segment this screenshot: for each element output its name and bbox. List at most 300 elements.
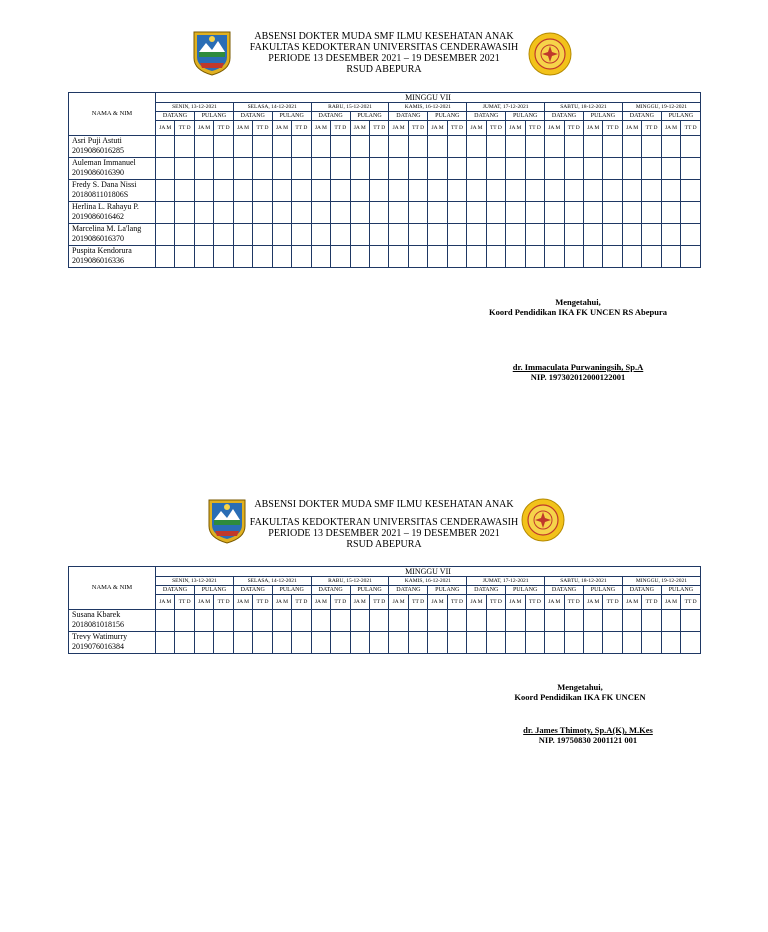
table-row — [69, 158, 701, 180]
attendance-cell[interactable] — [389, 610, 408, 632]
attendance-cell[interactable] — [642, 158, 661, 180]
attendance-cell[interactable] — [175, 158, 194, 180]
shift-header: PULANG — [272, 112, 311, 121]
attendance-cell[interactable] — [408, 246, 427, 268]
shift-header: PULANG — [428, 112, 467, 121]
attendance-cell[interactable] — [253, 180, 272, 202]
attendance-cell[interactable] — [194, 158, 213, 180]
unit-header: TT D — [253, 121, 272, 136]
day-header: KAMIS, 16-12-2021 — [389, 103, 467, 112]
attendance-cell[interactable] — [272, 224, 291, 246]
day-header: SABTU, 18-12-2021 — [545, 103, 623, 112]
attendance-cell[interactable] — [214, 610, 233, 632]
attendance-cell[interactable] — [525, 224, 544, 246]
shift-header-row — [69, 112, 701, 121]
attendance-cell[interactable] — [156, 246, 175, 268]
attendance-cell[interactable] — [545, 202, 564, 224]
student-cell — [69, 246, 156, 268]
shift-header: PULANG — [661, 586, 700, 595]
student-cell — [69, 136, 156, 158]
attendance-cell[interactable] — [564, 610, 583, 632]
attendance-cell[interactable] — [311, 224, 330, 246]
attendance-cell[interactable] — [661, 224, 680, 246]
attendance-cell[interactable] — [292, 158, 311, 180]
attendance-cell[interactable] — [525, 610, 544, 632]
attendance-cell[interactable] — [486, 180, 505, 202]
attendance-cell[interactable] — [253, 136, 272, 158]
unit-header: JA M — [156, 595, 175, 610]
attendance-cell[interactable] — [661, 136, 680, 158]
attendance-cell[interactable] — [564, 158, 583, 180]
day-header-row — [69, 577, 701, 586]
attendance-cell[interactable] — [175, 202, 194, 224]
attendance-cell[interactable] — [583, 224, 602, 246]
attendance-cell[interactable] — [350, 202, 369, 224]
attendance-cell[interactable] — [486, 158, 505, 180]
shift-header: PULANG — [272, 586, 311, 595]
attendance-cell[interactable] — [447, 180, 466, 202]
attendance-cell[interactable] — [156, 158, 175, 180]
attendance-cell[interactable] — [583, 246, 602, 268]
attendance-cell[interactable] — [408, 202, 427, 224]
attendance-cell[interactable] — [389, 246, 408, 268]
attendance-cell[interactable] — [583, 632, 602, 654]
attendance-cell[interactable] — [447, 632, 466, 654]
header-faculty: FAKULTAS KEDOKTERAN UNIVERSITAS CENDERAWASIH — [249, 42, 519, 53]
attendance-cell[interactable] — [292, 180, 311, 202]
attendance-cell[interactable] — [214, 632, 233, 654]
attendance-cell[interactable] — [389, 202, 408, 224]
attendance-cell[interactable] — [564, 246, 583, 268]
attendance-cell[interactable] — [350, 224, 369, 246]
attendance-cell[interactable] — [350, 246, 369, 268]
attendance-cell[interactable] — [292, 136, 311, 158]
attendance-cell[interactable] — [681, 610, 701, 632]
attendance-cell[interactable] — [447, 202, 466, 224]
attendance-cell[interactable] — [194, 224, 213, 246]
attendance-cell[interactable] — [564, 136, 583, 158]
attendance-cell[interactable] — [272, 158, 291, 180]
attendance-cell[interactable] — [467, 158, 486, 180]
attendance-cell[interactable] — [408, 158, 427, 180]
attendance-cell[interactable] — [331, 180, 350, 202]
attendance-cell[interactable] — [194, 202, 213, 224]
student-name: Trevy Watimurry — [72, 632, 128, 641]
attendance-cell[interactable] — [214, 180, 233, 202]
attendance-cell[interactable] — [253, 246, 272, 268]
attendance-cell[interactable] — [661, 632, 680, 654]
week-label: MINGGU VII — [156, 93, 701, 103]
attendance-cell[interactable] — [214, 202, 233, 224]
attendance-cell[interactable] — [661, 610, 680, 632]
attendance-cell[interactable] — [661, 202, 680, 224]
attendance-cell[interactable] — [583, 136, 602, 158]
attendance-cell[interactable] — [272, 136, 291, 158]
shift-header: DATANG — [156, 112, 195, 121]
acknowledged-label: Mengetahui, — [557, 682, 603, 692]
attendance-cell[interactable] — [603, 136, 622, 158]
unit-header: JA M — [389, 595, 408, 610]
attendance-cell[interactable] — [311, 158, 330, 180]
attendance-cell[interactable] — [331, 610, 350, 632]
unit-header: JA M — [311, 121, 330, 136]
attendance-cell[interactable] — [408, 632, 427, 654]
shift-header: DATANG — [156, 586, 195, 595]
attendance-cell[interactable] — [272, 202, 291, 224]
unit-header: TT D — [564, 595, 583, 610]
attendance-cell[interactable] — [642, 180, 661, 202]
attendance-cell[interactable] — [506, 136, 525, 158]
attendance-cell[interactable] — [467, 180, 486, 202]
week-header-row — [69, 567, 701, 577]
attendance-cell[interactable] — [428, 610, 447, 632]
attendance-cell[interactable] — [428, 224, 447, 246]
attendance-cell[interactable] — [642, 202, 661, 224]
attendance-cell[interactable] — [369, 180, 388, 202]
attendance-cell[interactable] — [156, 632, 175, 654]
attendance-cell[interactable] — [194, 136, 213, 158]
attendance-cell[interactable] — [175, 632, 194, 654]
attendance-cell[interactable] — [622, 136, 641, 158]
attendance-cell[interactable] — [408, 136, 427, 158]
unit-header: TT D — [603, 595, 622, 610]
attendance-cell[interactable] — [545, 158, 564, 180]
attendance-cell[interactable] — [253, 202, 272, 224]
day-header: RABU, 15-12-2021 — [311, 577, 389, 586]
attendance-cell[interactable] — [350, 610, 369, 632]
attendance-cell[interactable] — [622, 202, 641, 224]
attendance-cell[interactable] — [194, 610, 213, 632]
attendance-cell[interactable] — [331, 136, 350, 158]
attendance-cell[interactable] — [428, 246, 447, 268]
attendance-cell[interactable] — [214, 136, 233, 158]
attendance-cell[interactable] — [681, 202, 701, 224]
attendance-cell[interactable] — [603, 632, 622, 654]
unit-header: TT D — [603, 121, 622, 136]
attendance-cell[interactable] — [681, 180, 701, 202]
attendance-cell[interactable] — [175, 224, 194, 246]
attendance-cell[interactable] — [233, 202, 252, 224]
attendance-cell[interactable] — [428, 180, 447, 202]
unit-header: TT D — [292, 121, 311, 136]
attendance-cell[interactable] — [622, 610, 641, 632]
attendance-cell[interactable] — [331, 158, 350, 180]
shift-header: PULANG — [350, 586, 389, 595]
attendance-cell[interactable] — [369, 610, 388, 632]
attendance-cell[interactable] — [156, 224, 175, 246]
attendance-cell[interactable] — [681, 224, 701, 246]
attendance-cell[interactable] — [486, 246, 505, 268]
attendance-cell[interactable] — [408, 610, 427, 632]
attendance-cell[interactable] — [681, 158, 701, 180]
attendance-cell[interactable] — [545, 136, 564, 158]
attendance-cell[interactable] — [428, 136, 447, 158]
attendance-cell[interactable] — [369, 246, 388, 268]
attendance-cell[interactable] — [233, 180, 252, 202]
attendance-cell[interactable] — [642, 632, 661, 654]
attendance-cell[interactable] — [253, 224, 272, 246]
attendance-cell[interactable] — [603, 610, 622, 632]
attendance-cell[interactable] — [467, 136, 486, 158]
attendance-cell[interactable] — [292, 224, 311, 246]
student-cell — [69, 224, 156, 246]
unit-header: JA M — [272, 595, 291, 610]
attendance-cell[interactable] — [583, 610, 602, 632]
shift-header: PULANG — [661, 112, 700, 121]
attendance-cell[interactable] — [506, 202, 525, 224]
attendance-cell[interactable] — [311, 632, 330, 654]
attendance-cell[interactable] — [506, 246, 525, 268]
shift-header: DATANG — [389, 586, 428, 595]
attendance-cell[interactable] — [661, 246, 680, 268]
attendance-cell[interactable] — [311, 610, 330, 632]
header-faculty: FAKULTAS KEDOKTERAN UNIVERSITAS CENDERAWASIH — [249, 517, 519, 528]
student-cell — [69, 610, 156, 632]
day-header: RABU, 15-12-2021 — [311, 103, 389, 112]
attendance-cell[interactable] — [545, 246, 564, 268]
attendance-cell[interactable] — [253, 158, 272, 180]
attendance-cell[interactable] — [681, 632, 701, 654]
shift-header: PULANG — [428, 586, 467, 595]
attendance-cell[interactable] — [156, 180, 175, 202]
unit-header-row — [69, 121, 701, 136]
attendance-cell[interactable] — [564, 202, 583, 224]
attendance-cell[interactable] — [622, 224, 641, 246]
attendance-cell[interactable] — [447, 246, 466, 268]
attendance-cell[interactable] — [175, 610, 194, 632]
attendance-cell[interactable] — [214, 246, 233, 268]
attendance-cell[interactable] — [603, 246, 622, 268]
attendance-cell[interactable] — [545, 180, 564, 202]
attendance-cell[interactable] — [486, 136, 505, 158]
attendance-cell[interactable] — [408, 224, 427, 246]
attendance-cell[interactable] — [331, 202, 350, 224]
shift-header: DATANG — [467, 112, 506, 121]
attendance-cell[interactable] — [369, 632, 388, 654]
attendance-cell[interactable] — [525, 246, 544, 268]
attendance-cell[interactable] — [467, 246, 486, 268]
unit-header: JA M — [622, 595, 641, 610]
attendance-cell[interactable] — [525, 180, 544, 202]
unit-header: TT D — [681, 595, 701, 610]
attendance-cell[interactable] — [447, 136, 466, 158]
attendance-cell[interactable] — [622, 158, 641, 180]
attendance-cell[interactable] — [194, 246, 213, 268]
attendance-cell[interactable] — [545, 224, 564, 246]
signatory-nip: NIP. 19750830 2001121 001 — [538, 735, 638, 745]
attendance-cell[interactable] — [467, 224, 486, 246]
student-nim: 2018081101806S — [72, 190, 129, 199]
attendance-cell[interactable] — [194, 180, 213, 202]
attendance-cell[interactable] — [331, 224, 350, 246]
attendance-cell[interactable] — [506, 610, 525, 632]
attendance-cell[interactable] — [506, 224, 525, 246]
attendance-cell[interactable] — [681, 136, 701, 158]
attendance-cell[interactable] — [311, 246, 330, 268]
attendance-cell[interactable] — [525, 632, 544, 654]
attendance-cell[interactable] — [506, 632, 525, 654]
day-header: JUMAT, 17-12-2021 — [467, 577, 545, 586]
attendance-cell[interactable] — [545, 632, 564, 654]
attendance-cell[interactable] — [428, 158, 447, 180]
attendance-cell[interactable] — [233, 158, 252, 180]
attendance-cell[interactable] — [389, 180, 408, 202]
attendance-cell[interactable] — [506, 180, 525, 202]
table-row — [69, 632, 701, 654]
attendance-cell[interactable] — [233, 610, 252, 632]
attendance-cell[interactable] — [486, 610, 505, 632]
attendance-cell[interactable] — [447, 158, 466, 180]
attendance-cell[interactable] — [331, 246, 350, 268]
header-title: ABSENSI DOKTER MUDA SMF ILMU KESEHATAN ANAK — [254, 31, 514, 42]
student-name: Fredy S. Dana Nissi — [72, 180, 137, 189]
attendance-cell[interactable] — [642, 136, 661, 158]
attendance-cell[interactable] — [292, 610, 311, 632]
shift-header: DATANG — [545, 112, 584, 121]
shift-header: DATANG — [233, 112, 272, 121]
shift-header: DATANG — [311, 586, 350, 595]
attendance-cell[interactable] — [350, 158, 369, 180]
attendance-cell[interactable] — [350, 136, 369, 158]
attendance-cell[interactable] — [467, 632, 486, 654]
attendance-cell[interactable] — [272, 610, 291, 632]
student-name: Asri Puji Astuti — [72, 136, 122, 145]
student-name: Susana Kbarek — [72, 610, 121, 619]
unit-header: JA M — [428, 595, 447, 610]
unit-header: TT D — [369, 595, 388, 610]
attendance-cell[interactable] — [642, 246, 661, 268]
attendance-cell[interactable] — [642, 610, 661, 632]
attendance-cell[interactable] — [233, 224, 252, 246]
day-header: SENIN, 13-12-2021 — [156, 103, 234, 112]
attendance-cell[interactable] — [369, 224, 388, 246]
attendance-cell[interactable] — [292, 632, 311, 654]
attendance-cell[interactable] — [486, 224, 505, 246]
attendance-cell[interactable] — [467, 202, 486, 224]
attendance-cell[interactable] — [233, 632, 252, 654]
attendance-cell[interactable] — [156, 610, 175, 632]
attendance-cell[interactable] — [583, 180, 602, 202]
attendance-cell[interactable] — [564, 632, 583, 654]
attendance-cell[interactable] — [447, 610, 466, 632]
attendance-cell[interactable] — [214, 224, 233, 246]
attendance-cell[interactable] — [369, 136, 388, 158]
student-cell — [69, 632, 156, 654]
attendance-cell[interactable] — [583, 202, 602, 224]
attendance-cell[interactable] — [545, 610, 564, 632]
unit-header: TT D — [408, 121, 427, 136]
attendance-cell[interactable] — [622, 246, 641, 268]
attendance-cell[interactable] — [428, 202, 447, 224]
attendance-cell[interactable] — [428, 632, 447, 654]
unit-header: TT D — [175, 595, 194, 610]
attendance-cell[interactable] — [292, 246, 311, 268]
header-hospital: RSUD ABEPURA — [346, 64, 422, 75]
attendance-cell[interactable] — [369, 202, 388, 224]
attendance-cell[interactable] — [486, 632, 505, 654]
attendance-cell[interactable] — [389, 158, 408, 180]
unit-header: JA M — [661, 121, 680, 136]
name-column-header: NAMA & NIM — [69, 567, 156, 610]
attendance-cell[interactable] — [350, 632, 369, 654]
attendance-cell[interactable] — [661, 158, 680, 180]
table-row — [69, 246, 701, 268]
attendance-cell[interactable] — [525, 136, 544, 158]
attendance-cell[interactable] — [389, 224, 408, 246]
attendance-cell[interactable] — [175, 180, 194, 202]
attendance-cell[interactable] — [583, 158, 602, 180]
attendance-cell[interactable] — [622, 632, 641, 654]
attendance-cell[interactable] — [272, 246, 291, 268]
attendance-cell[interactable] — [603, 202, 622, 224]
attendance-cell[interactable] — [661, 180, 680, 202]
attendance-cell[interactable] — [564, 224, 583, 246]
attendance-cell[interactable] — [603, 158, 622, 180]
attendance-cell[interactable] — [350, 180, 369, 202]
attendance-cell[interactable] — [681, 246, 701, 268]
attendance-cell[interactable] — [175, 246, 194, 268]
attendance-cell[interactable] — [311, 180, 330, 202]
attendance-cell[interactable] — [156, 202, 175, 224]
attendance-cell[interactable] — [233, 136, 252, 158]
attendance-cell[interactable] — [311, 136, 330, 158]
attendance-cell[interactable] — [175, 136, 194, 158]
attendance-cell[interactable] — [292, 202, 311, 224]
attendance-cell[interactable] — [253, 610, 272, 632]
student-nim: 2019086016370 — [72, 234, 124, 243]
attendance-cell[interactable] — [331, 632, 350, 654]
attendance-cell[interactable] — [389, 632, 408, 654]
attendance-cell[interactable] — [369, 158, 388, 180]
attendance-cell[interactable] — [233, 246, 252, 268]
attendance-cell[interactable] — [194, 632, 213, 654]
attendance-cell[interactable] — [642, 224, 661, 246]
unit-header: TT D — [642, 121, 661, 136]
student-nim: 2019086016390 — [72, 168, 124, 177]
attendance-cell[interactable] — [214, 158, 233, 180]
day-header: SELASA, 14-12-2021 — [233, 103, 311, 112]
attendance-cell[interactable] — [564, 180, 583, 202]
attendance-cell[interactable] — [525, 158, 544, 180]
unit-header: JA M — [389, 121, 408, 136]
attendance-cell[interactable] — [408, 180, 427, 202]
attendance-cell[interactable] — [603, 180, 622, 202]
shift-header: DATANG — [622, 112, 661, 121]
attendance-cell[interactable] — [622, 180, 641, 202]
attendance-cell[interactable] — [389, 136, 408, 158]
student-nim: 2019076016384 — [72, 642, 124, 651]
unit-header: TT D — [447, 121, 466, 136]
unit-header: JA M — [194, 595, 213, 610]
attendance-cell[interactable] — [253, 632, 272, 654]
attendance-cell[interactable] — [467, 610, 486, 632]
unit-header: TT D — [486, 121, 505, 136]
unit-header: TT D — [214, 121, 233, 136]
attendance-cell[interactable] — [156, 136, 175, 158]
attendance-cell[interactable] — [447, 224, 466, 246]
table-row — [69, 224, 701, 246]
unit-header: JA M — [233, 595, 252, 610]
unit-header: JA M — [350, 121, 369, 136]
attendance-cell[interactable] — [311, 202, 330, 224]
attendance-cell[interactable] — [506, 158, 525, 180]
attendance-cell[interactable] — [272, 180, 291, 202]
attendance-cell[interactable] — [525, 202, 544, 224]
attendance-cell[interactable] — [272, 632, 291, 654]
attendance-cell[interactable] — [486, 202, 505, 224]
student-nim: 2019086016462 — [72, 212, 124, 221]
attendance-cell[interactable] — [603, 224, 622, 246]
